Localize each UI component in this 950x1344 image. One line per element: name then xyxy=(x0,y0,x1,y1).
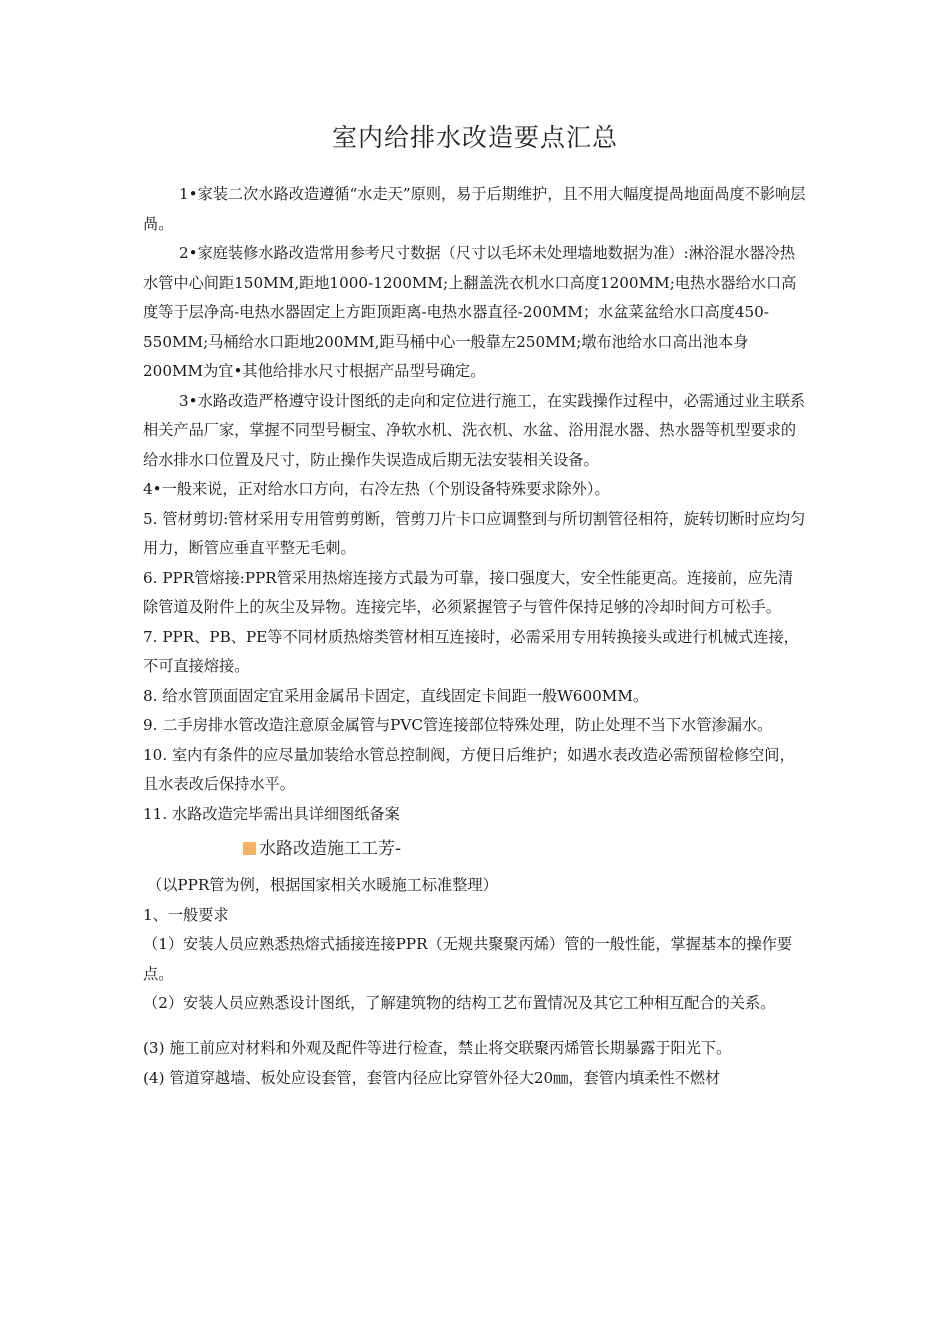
spacer xyxy=(143,1019,808,1033)
section-note: （以PPR管为例，根据国家相关水暖施工标准整理） xyxy=(147,876,498,894)
paragraph-2: 2•家庭装修水路改造常用参考尺寸数据（尺寸以毛坏未处理墙地数据为准）:淋浴混水器冷热水管中心间距150MM,距地1000-1200MM;上翻盖洗衣机水口高度1200MM;电热水器给水口高度等于层净高-电热水器固定上方距顶距离-电热水器直径-200MM；水盆菜盆给水口高度450-550MM;马桶给水口距地200MM,距马桶中心一般靠左250MM;墩布池给水口高出池本身200MM为宜•其他给排水尺寸根据产品型号确定。 xyxy=(143,244,797,380)
section-heading xyxy=(143,833,808,865)
paragraph-10: 10. 室内有条件的应尽量加装给水管总控制阀，方便日后维护；如遇水表改造必需预留检修空间，且水表改后保持水平。 xyxy=(143,745,795,793)
requirement-item-2: （2）安装人员应熟悉设计图纸，了解建筑物的结构工艺布置情况及其它工种相互配合的关系。 xyxy=(143,994,776,1012)
page-title: 室内给排水改造要点汇总 xyxy=(331,123,618,152)
section-subheading: 1、一般要求 xyxy=(143,905,229,924)
paragraph-4: 4•一般来说，正对给水口方向，右冷左热（个别设备特殊要求除外）。 xyxy=(143,480,610,498)
paragraph-7: 7. PPR、PB、PE等不同材质热熔类管材相互连接时，必需采用专用转换接头或进行机械式连接，不可直接熔接。 xyxy=(143,627,799,675)
paragraph-6: 6. PPR管熔接:PPR管采用热熔连接方式最为可靠，接口强度大，安全性能更高。连接前，应先清除管道及附件上的灰尘及异物。连接完毕，必须紧握管子与管件保持足够的冷却时间方可松手。 xyxy=(143,568,794,616)
document-body xyxy=(143,180,808,1093)
paragraph-5: 5. 管材剪切:管材采用专用管剪剪断，管剪刀片卡口应调整到与所切割管径相符，旋转切断时应均匀用力，断管应垂直平整无毛刺。 xyxy=(143,509,806,557)
requirement-item-1: （1）安装人员应熟悉热熔式插接连接PPR（无规共聚聚丙烯）管的一般性能，掌握基本的操作要点。 xyxy=(143,935,793,983)
square-bullet-icon xyxy=(243,842,256,855)
paragraph-9: 9. 二手房排水管改造注意原金属管与PVC管连接部位特殊处理，防止处理不当下水管渗漏水。 xyxy=(143,716,773,734)
paragraph-11: 11. 水路改造完毕需出具详细图纸备案 xyxy=(143,804,400,823)
requirement-item-4: (4) 管道穿越墙、板处应设套管，套管内径应比穿管外径大20㎜，套管内填柔性不燃材 xyxy=(143,1068,721,1087)
paragraph-1: 1•家装二次水路改造遵循“水走天”原则，易于后期维护，且不用大幅度提咼地面咼度不影响层咼。 xyxy=(143,185,806,233)
requirement-item-3: (3) 施工前应对材料和外观及配件等进行检查，禁止将交联聚丙烯管长期暴露于阳光下。 xyxy=(143,1038,732,1057)
section-heading-text: 水路改造施工工芳- xyxy=(259,839,402,859)
paragraph-8: 8. 给水管顶面固定宜采用金属吊卡固定，直线固定卡间距一般W600MM。 xyxy=(143,686,649,705)
paragraph-3: 3•水路改造严格遵守设计图纸的走向和定位进行施工，在实践操作过程中，必需通过业主联系相关产品厂家，掌握不同型号橱宝、净软水机、洗衣机、水盆、浴用混水器、热水器等机型要求的给水排水口位置及尺寸，防止操作失误造成后期无法安装相关设备。 xyxy=(143,391,806,469)
